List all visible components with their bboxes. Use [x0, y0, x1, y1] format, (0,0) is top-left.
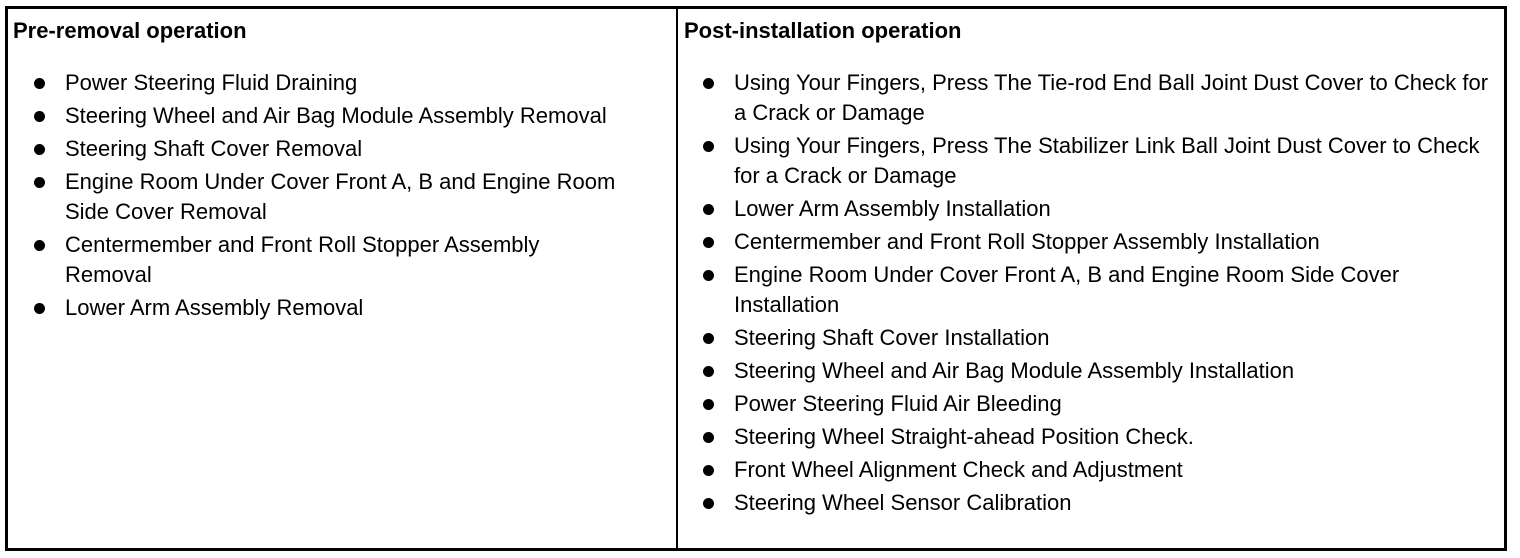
list-item [684, 260, 1504, 320]
bullet-icon [703, 432, 714, 443]
pre-removal-column [8, 9, 678, 548]
list-item-text: Front Wheel Alignment Check and Adjustment [734, 457, 1183, 482]
list-item [684, 131, 1504, 191]
list-item-text: Steering Shaft Cover Installation [734, 325, 1050, 350]
list-item [13, 134, 676, 164]
bullet-icon [34, 177, 45, 188]
list-item-text: Centermember and Front Roll Stopper Assembly Removal [65, 232, 540, 287]
list-item-text: Steering Wheel Sensor Calibration [734, 490, 1072, 515]
list-item-text: Lower Arm Assembly Installation [734, 196, 1051, 221]
post-installation-column [678, 9, 1504, 548]
bullet-icon [34, 78, 45, 89]
list-item [13, 293, 676, 323]
list-item [684, 227, 1504, 257]
bullet-icon [703, 78, 714, 89]
post-installation-list [684, 68, 1504, 518]
pre-removal-list [13, 68, 676, 323]
list-item [684, 68, 1504, 128]
list-item [13, 68, 676, 98]
bullet-icon [703, 141, 714, 152]
list-item-text: Engine Room Under Cover Front A, B and Engine Room Side Cover Installation [734, 262, 1400, 317]
bullet-icon [703, 270, 714, 281]
list-item-text: Steering Wheel and Air Bag Module Assembly Removal [65, 103, 607, 128]
list-item [13, 101, 676, 131]
post-installation-title: Post-installation operation [684, 18, 962, 43]
list-item-text: Using Your Fingers, Press The Tie-rod End Ball Joint Dust Cover to Check for a Crack or Damage [734, 70, 1489, 125]
bullet-icon [703, 465, 714, 476]
operations-table [5, 6, 1507, 551]
list-item-text: Steering Shaft Cover Removal [65, 136, 363, 161]
list-item-text: Engine Room Under Cover Front A, B and Engine Room Side Cover Removal [65, 169, 616, 224]
pre-removal-title: Pre-removal operation [13, 18, 247, 43]
list-item-text: Steering Wheel Straight-ahead Position Check. [734, 424, 1194, 449]
list-item-text: Steering Wheel and Air Bag Module Assembly Installation [734, 358, 1295, 383]
bullet-icon [703, 399, 714, 410]
list-item [684, 488, 1504, 518]
bullet-icon [703, 498, 714, 509]
list-item-text: Lower Arm Assembly Removal [65, 295, 364, 320]
bullet-icon [703, 333, 714, 344]
list-item [13, 167, 676, 227]
bullet-icon [34, 240, 45, 251]
list-item [684, 194, 1504, 224]
list-item-text: Using Your Fingers, Press The Stabilizer Link Ball Joint Dust Cover to Check for a Crack or Damage [734, 133, 1480, 188]
list-item [684, 422, 1504, 452]
bullet-icon [703, 366, 714, 377]
bullet-icon [34, 111, 45, 122]
list-item-text: Power Steering Fluid Draining [65, 70, 358, 95]
bullet-icon [703, 237, 714, 248]
list-item [684, 389, 1504, 419]
bullet-icon [703, 204, 714, 215]
list-item [684, 323, 1504, 353]
list-item [13, 230, 676, 290]
bullet-icon [34, 144, 45, 155]
list-item [684, 356, 1504, 386]
list-item-text: Centermember and Front Roll Stopper Assembly Installation [734, 229, 1320, 254]
list-item-text: Power Steering Fluid Air Bleeding [734, 391, 1062, 416]
list-item [684, 455, 1504, 485]
bullet-icon [34, 303, 45, 314]
